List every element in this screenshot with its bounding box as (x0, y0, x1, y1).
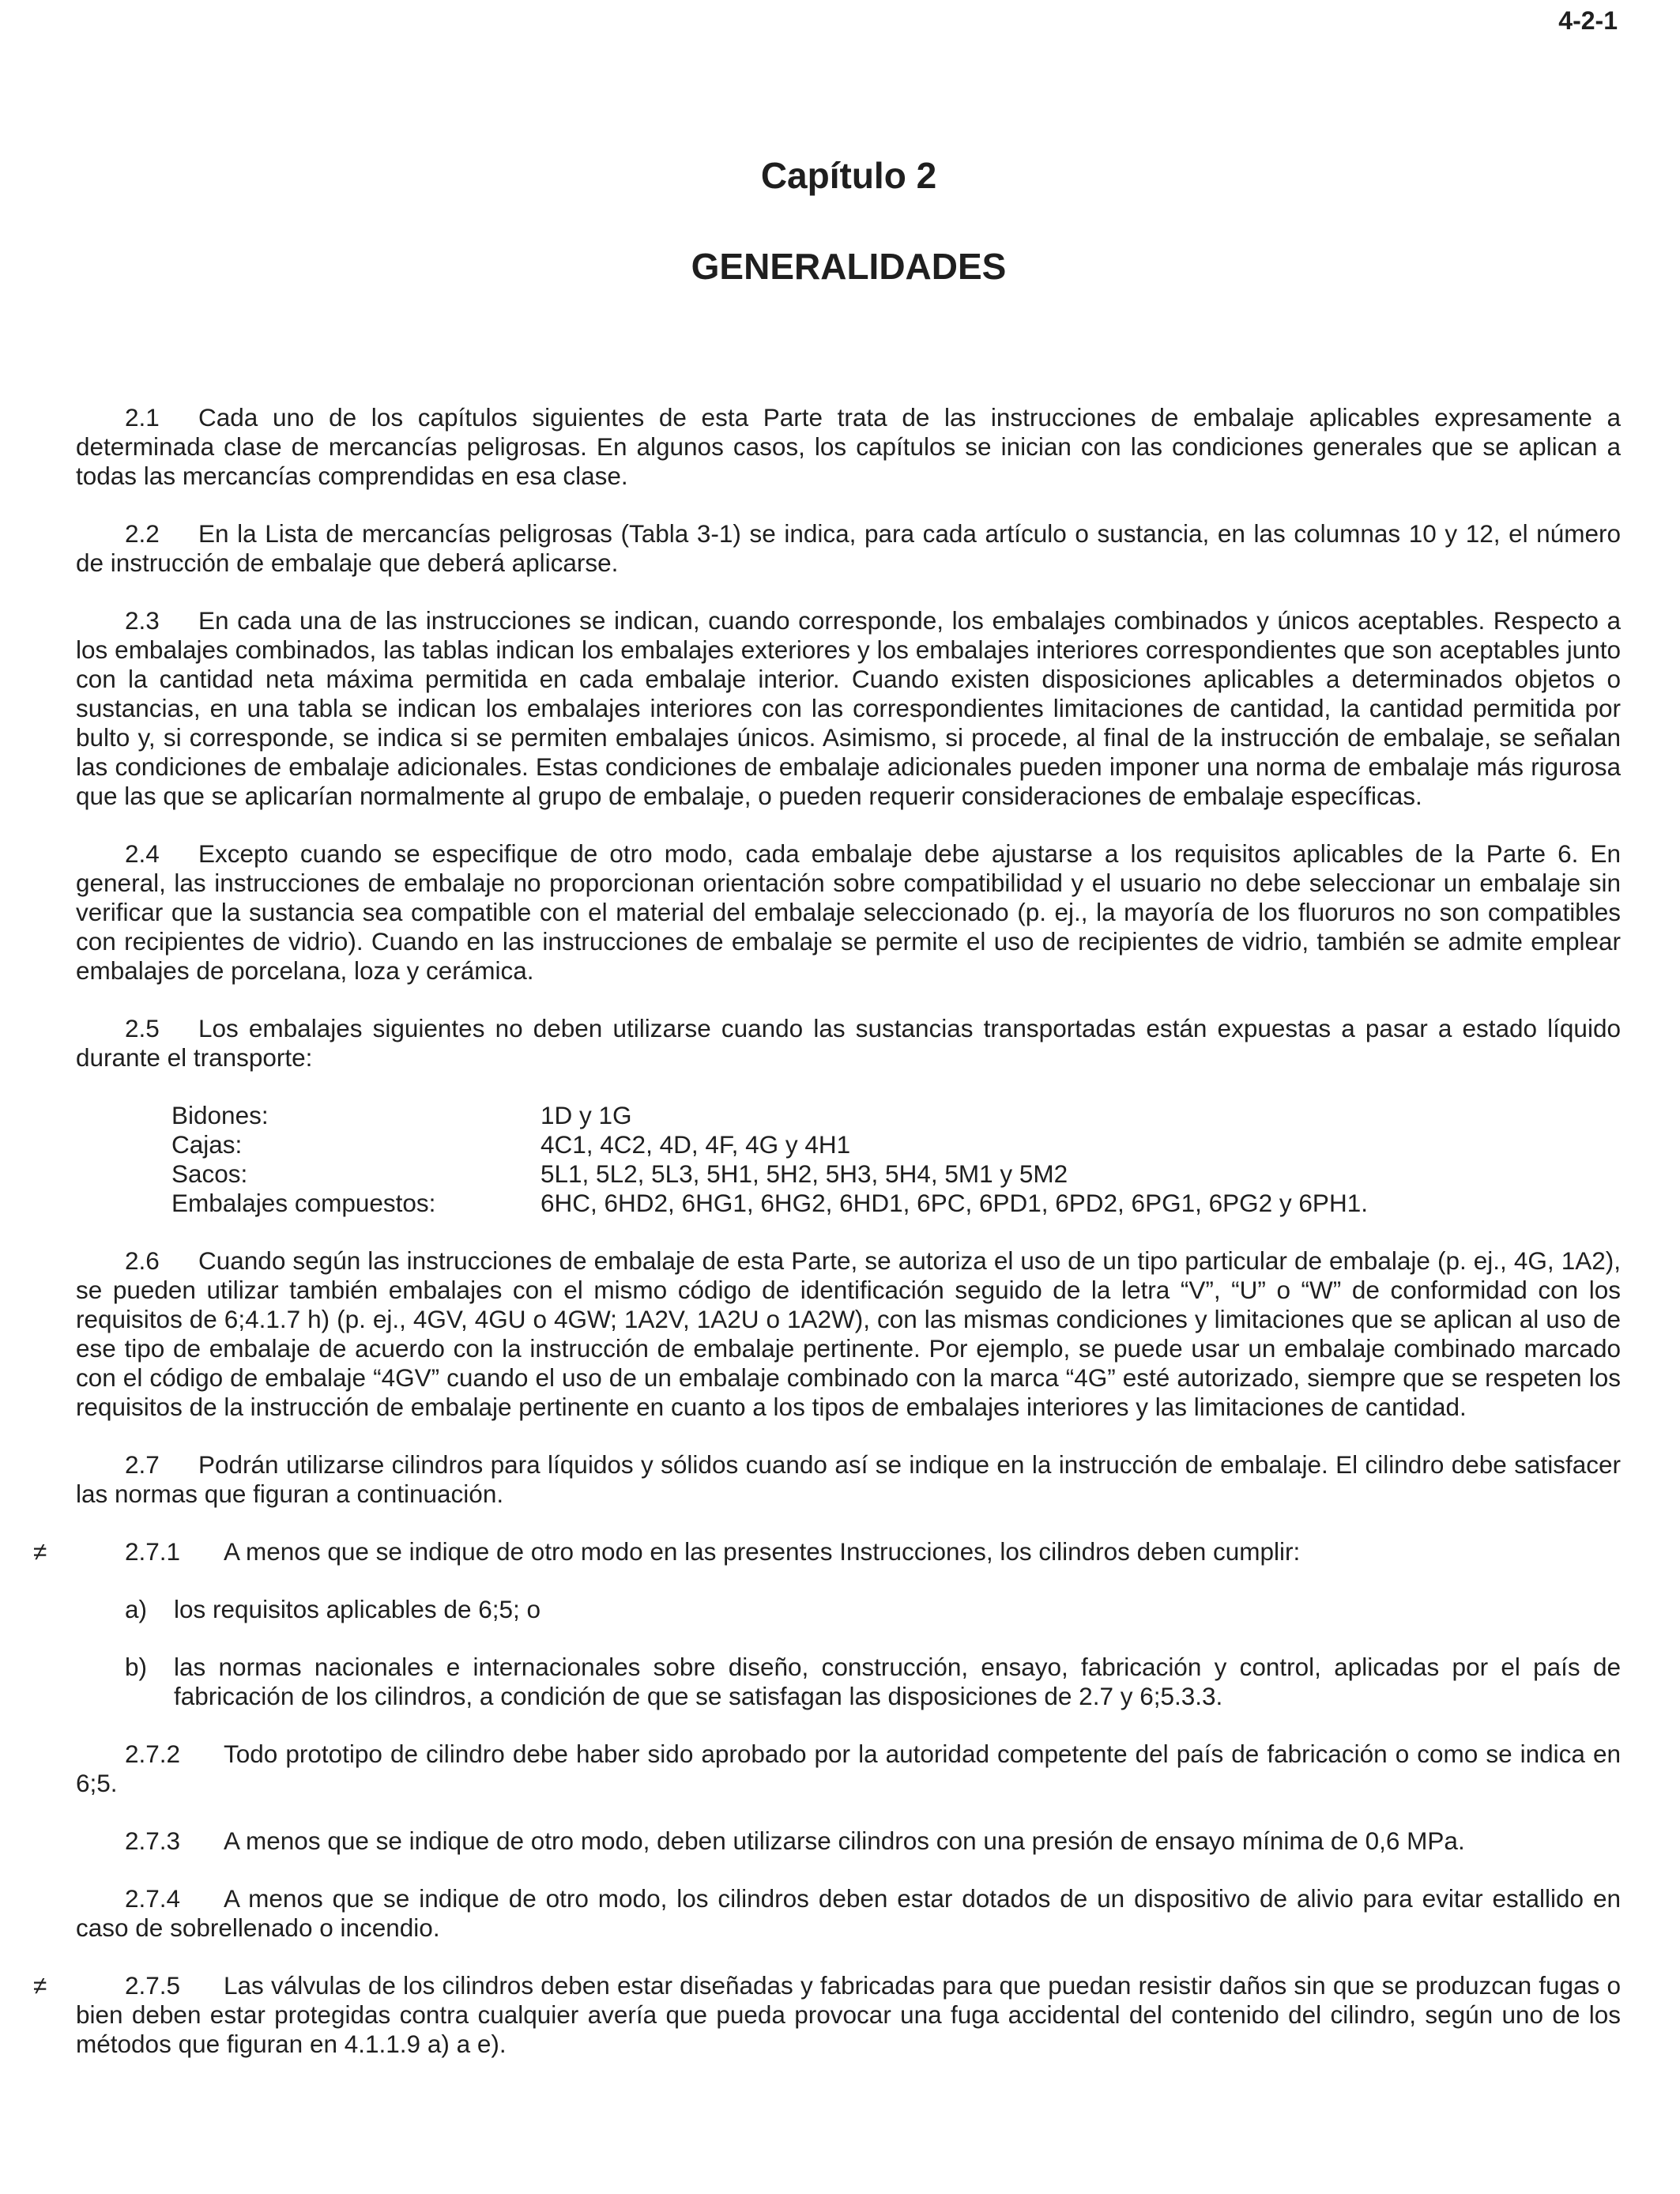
chapter-subtitle: GENERALIDADES (691, 246, 1007, 287)
list-item (171, 1159, 1621, 1189)
paragraph-number: 2.7 (125, 1450, 160, 1479)
paragraph-number: 2.7.4 (125, 1884, 181, 1913)
paragraph-number: 2.3 (125, 606, 160, 635)
paragraph-2-7-4 (76, 1884, 1621, 1943)
list-label: Bidones: (171, 1101, 269, 1129)
paragraph-text: Cada uno de los capítulos siguientes de esta Parte trata de las instrucciones de embalaje aplicables expresamente a determinada clase de mercancías peligrosas. En algunos casos, los capítulos se inician con las condiciones generales que se aplican a todas las mercancías comprendidas en esa clase. (76, 403, 1621, 490)
item-text: las normas nacionales e internacionales sobre diseño, construcción, ensayo, fabricación y control, aplicadas por el país de fabricación de los cilindros, a condición de que se satisfagan las disposiciones de 2.7 y 6;5.3.3. (174, 1653, 1621, 1710)
paragraph-2-3 (76, 606, 1621, 811)
paragraph-number: 2.5 (125, 1014, 160, 1042)
paragraph-text: En cada una de las instrucciones se indican, cuando corresponde, los embalajes combinados y únicos aceptables. Respecto a los embalajes combinados, las tablas indican los embalajes exteriores y los embalajes interiores correspondientes que son aceptables junto con la cantidad neta máxima permitida en cada embalaje interior. Cuando existen disposiciones aplicables a determinados objetos o sustancias, en una tabla se indican los embalajes interiores con las correspondientes limitaciones de cantidad, la cantidad permitida por bulto y, si corresponde, se indica si se permiten embalajes únicos. Asimismo, si procede, al final de la instrucción de embalaje, se señalan las condiciones de embalaje adicionales. Estas condiciones de embalaje adicionales pueden imponer una norma de embalaje más rigurosa que las que se aplicarían normalmente al grupo de embalaje, o pueden requerir consideraciones de embalaje específicas. (76, 606, 1621, 810)
paragraph-number: 2.7.2 (125, 1740, 181, 1768)
paragraph-number: 2.7.5 (125, 1971, 181, 2000)
paragraph-text: Todo prototipo de cilindro debe haber sido aprobado por la autoridad competente del país de fabricación o como se indica en 6;5. (76, 1740, 1621, 1797)
paragraph-number: 2.4 (125, 839, 160, 868)
paragraph-2-7-5 (33, 1971, 1621, 2059)
paragraph-text: Podrán utilizarse cilindros para líquidos y sólidos cuando así se indique en la instrucción de embalaje. El cilindro debe satisfacer las normas que figuran a continuación. (76, 1450, 1621, 1508)
item-letter: a) (125, 1595, 148, 1623)
list-label: Cajas: (171, 1130, 243, 1159)
paragraph-2-4 (76, 839, 1621, 986)
change-mark: ≠ (33, 1971, 47, 2000)
list-label: Sacos: (171, 1159, 248, 1188)
paragraph-text: Las válvulas de los cilindros deben estar diseñadas y fabricadas para que puedan resistir daños sin que se produzcan fugas o bien deben estar protegidas contra cualquier avería que pueda provocar una fuga accidental del contenido del cilindro, según uno de los métodos que figuran en 4.1.1.9 a) a e). (76, 1971, 1621, 2058)
paragraph-text: Cuando según las instrucciones de embalaje de esta Parte, se autoriza el uso de un tipo particular de embalaje (p. ej., 4G, 1A2), se pueden utilizar también embalajes con el mismo código de identificación seguido de la letra “V”, “U” o “W” de conformidad con los requisitos de 6;4.1.7 h) (p. ej., 4GV, 4GU o 4GW; 1A2V, 1A2U o 1A2W), con las mismas condiciones y limitaciones que se aplican al uso de ese tipo de embalaje de acuerdo con la instrucción de embalaje pertinente. Por ejemplo, se puede usar un embalaje combinado marcado con el código de embalaje “4GV” cuando el uso de un embalaje combinado con la marca “4G” esté autorizado, siempre que se respeten los requisitos de la instrucción de embalaje pertinente en cuanto a los tipos de embalajes interiores y las limitaciones de cantidad. (76, 1246, 1621, 1421)
list-label: Embalajes compuestos: (171, 1189, 436, 1217)
paragraph-text: En la Lista de mercancías peligrosas (Tabla 3-1) se indica, para cada artículo o sustancia, en las columnas 10 y 12, el número de instrucción de embalaje que deberá aplicarse. (76, 519, 1621, 577)
paragraph-2-7-1 (33, 1537, 1621, 1566)
list-value: 5L1, 5L2, 5L3, 5H1, 5H2, 5H3, 5H4, 5M1 y 5M2 (541, 1159, 1068, 1188)
paragraph-2-6 (76, 1246, 1621, 1422)
paragraph-2-7-2 (76, 1740, 1621, 1798)
change-mark: ≠ (33, 1537, 47, 1566)
paragraph-text: A menos que se indique de otro modo, deben utilizarse cilindros con una presión de ensayo mínima de 0,6 MPa. (224, 1826, 1465, 1855)
page-number: 4-2-1 (1558, 6, 1618, 35)
packaging-list (171, 1101, 1621, 1218)
chapter-title: Capítulo 2 (760, 155, 937, 196)
item-text: los requisitos aplicables de 6;5; o (174, 1595, 541, 1623)
list-value: 6HC, 6HD2, 6HG1, 6HG2, 6HD1, 6PC, 6PD1, 6PD2, 6PG1, 6PG2 y 6PH1. (541, 1189, 1368, 1217)
paragraph-text: Excepto cuando se especifique de otro modo, cada embalaje debe ajustarse a los requisitos aplicables de la Parte 6. En general, las instrucciones de embalaje no proporcionan orientación sobre compatibilidad y el usuario no debe seleccionar un embalaje sin verificar que la sustancia sea compatible con el material del embalaje seleccionado (p. ej., la mayoría de los fluoruros no son compatibles con recipientes de vidrio). Cuando en las instrucciones de embalaje se permite el uso de recipientes de vidrio, también se admite emplear embalajes de porcelana, loza y cerámica. (76, 839, 1621, 985)
list-value: 4C1, 4C2, 4D, 4F, 4G y 4H1 (541, 1130, 851, 1159)
paragraph-number: 2.2 (125, 519, 160, 548)
paragraph-text: A menos que se indique de otro modo, los cilindros deben estar dotados de un dispositivo de alivio para evitar estallido en caso de sobrellenado o incendio. (76, 1884, 1621, 1942)
paragraph-number: 2.7.1 (125, 1537, 181, 1566)
paragraph-2-7-3 (76, 1826, 1621, 1856)
paragraph-2-1 (76, 403, 1621, 491)
paragraph-text: Los embalajes siguientes no deben utilizarse cuando las sustancias transportadas están expuestas a pasar a estado líquido durante el transporte: (76, 1014, 1621, 1072)
paragraph-number: 2.1 (125, 403, 160, 432)
paragraph-number: 2.7.3 (125, 1826, 181, 1855)
item-letter: b) (125, 1653, 148, 1681)
list-item-b (76, 1653, 1621, 1711)
list-item (171, 1130, 1621, 1159)
list-item-a (76, 1595, 1621, 1624)
list-item (171, 1101, 1621, 1130)
paragraph-2-5 (76, 1014, 1621, 1072)
paragraph-text: A menos que se indique de otro modo en las presentes Instrucciones, los cilindros deben cumplir: (224, 1537, 1301, 1566)
list-value: 1D y 1G (541, 1101, 632, 1129)
paragraph-2-2 (76, 519, 1621, 578)
paragraph-number: 2.6 (125, 1246, 160, 1275)
paragraph-2-7 (76, 1450, 1621, 1509)
document-body (33, 403, 1621, 2087)
list-item (171, 1189, 1621, 1218)
